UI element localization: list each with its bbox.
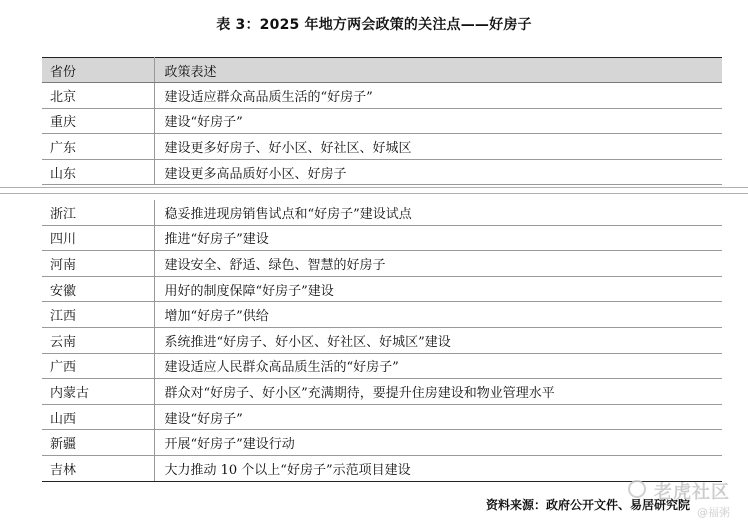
table-row: [42, 430, 722, 456]
policy-cell: 用好的制度保障“好房子”建设: [154, 276, 722, 302]
table-row: [42, 134, 722, 160]
policy-cell: 群众对“好房子、好小区”充满期待，要提升住房建设和物业管理水平: [154, 379, 722, 405]
table-row: [42, 353, 722, 379]
province-cell: 四川: [42, 225, 154, 251]
header-policy: 政策表述: [154, 58, 722, 83]
province-cell: 吉林: [42, 455, 154, 481]
policy-cell: 建设适应群众高品质生活的“好房子”: [154, 83, 722, 109]
table-row: [42, 379, 722, 405]
table-row: [42, 251, 722, 277]
province-cell: 内蒙古: [42, 379, 154, 405]
policy-cell: 稳妥推进现房销售试点和“好房子”建设试点: [154, 200, 722, 225]
policy-table-part-2: [42, 200, 722, 482]
policy-cell: 建设“好房子”: [154, 108, 722, 134]
province-cell: 新疆: [42, 430, 154, 456]
table-row: [42, 108, 722, 134]
policy-cell: 开展“好房子”建设行动: [154, 430, 722, 456]
province-cell: 浙江: [42, 200, 154, 225]
policy-cell: 建设适应人民群众高品质生活的“好房子”: [154, 353, 722, 379]
province-cell: 河南: [42, 251, 154, 277]
watermark-brand: 老虎社区: [654, 482, 730, 503]
policy-cell: 建设安全、舒适、绿色、智慧的好房子: [154, 251, 722, 277]
policy-cell: 建设更多高品质好小区、好房子: [154, 159, 722, 185]
province-cell: 山东: [42, 159, 154, 185]
source-note: 资料来源：政府公开文件、易居研究院: [485, 498, 690, 512]
policy-cell: 建设“好房子”: [154, 404, 722, 430]
policy-cell: 建设更多好房子、好小区、好社区、好城区: [154, 134, 722, 160]
table-row: [42, 276, 722, 302]
page-break-line-top: [0, 187, 748, 188]
header-province: 省份: [42, 58, 154, 83]
policy-table-part-1: [42, 57, 722, 185]
province-cell: 重庆: [42, 108, 154, 134]
page-break-line-bottom: [0, 193, 748, 194]
province-cell: 江西: [42, 302, 154, 328]
province-cell: 广西: [42, 353, 154, 379]
province-cell: 云南: [42, 327, 154, 353]
policy-cell: 推进“好房子”建设: [154, 225, 722, 251]
page-break-divider: [0, 186, 748, 196]
table-row: [42, 200, 722, 225]
table-header-row: [42, 58, 722, 83]
province-cell: 广东: [42, 134, 154, 160]
table-row: [42, 404, 722, 430]
policy-cell: 增加“好房子”供给: [154, 302, 722, 328]
province-cell: 北京: [42, 83, 154, 109]
table-row: [42, 83, 722, 109]
table-row: [42, 159, 722, 185]
table-row: [42, 225, 722, 251]
table-row: [42, 302, 722, 328]
watermark: [598, 478, 738, 526]
province-cell: 安徽: [42, 276, 154, 302]
policy-cell: 大力推动 10 个以上“好房子”示范项目建设: [154, 455, 722, 481]
table-title: 表 3：2025 年地方两会政策的关注点——好房子: [216, 17, 532, 33]
watermark-handle: @福粥: [697, 506, 730, 519]
province-cell: 山西: [42, 404, 154, 430]
tiger-logo-icon: [628, 480, 646, 498]
policy-cell: 系统推进“好房子、好小区、好社区、好城区”建设: [154, 327, 722, 353]
table-row: [42, 327, 722, 353]
